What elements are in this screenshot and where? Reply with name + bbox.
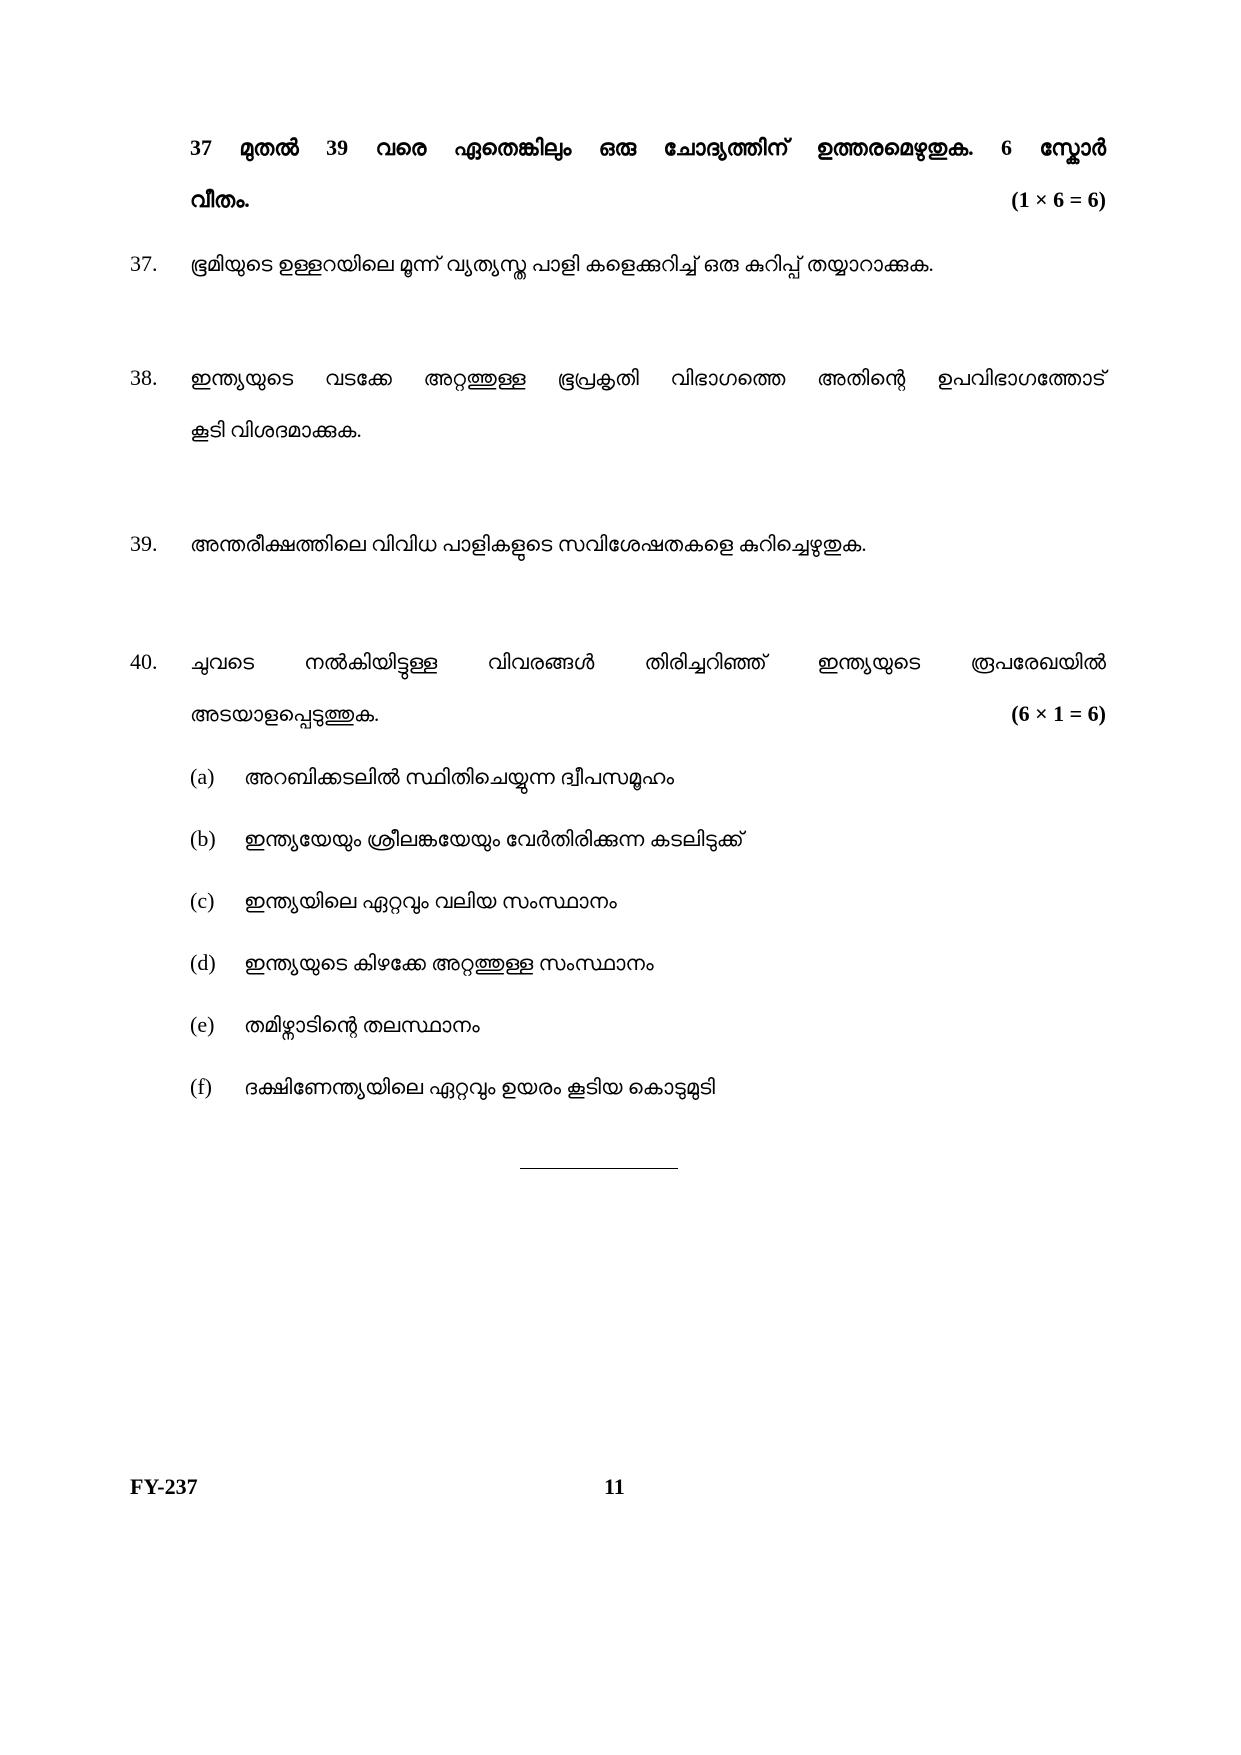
option-text: തമിഴ്നാടിന്റെ തലസ്ഥാനം: [244, 1013, 480, 1037]
end-divider: [520, 1168, 678, 1169]
instruction-line-2-row: [190, 174, 1106, 226]
question-37: [130, 238, 1106, 290]
option-label: (a): [190, 764, 215, 789]
instruction-line-2: വീതം.: [190, 187, 250, 212]
option-text: ഇന്ത്യയിലെ ഏറ്റവും വലിയ സംസ്ഥാനം: [244, 889, 617, 913]
option-text: അറബിക്കടലിൽ സ്ഥിതിചെയ്യുന്ന ദ്വീപസമൂഹം: [244, 765, 675, 789]
question-40: [130, 636, 1106, 740]
option-c: [190, 881, 890, 921]
question-number: 37.: [130, 251, 158, 276]
question-38: [130, 352, 1106, 456]
option-text: ഇന്ത്യയുടെ കിഴക്കേ അറ്റത്തുള്ള സംസ്ഥാനം: [244, 951, 654, 975]
question-marks: (6 × 1 = 6): [1011, 701, 1106, 726]
instruction-line-1: 37 മുതൽ 39 വരെ ഏതെങ്കിലും ഒരു ചോദ്യത്തിന് ഉത്തരമെഴുതുക. 6 സ്കോർ: [190, 135, 1106, 160]
question-text-line-2: കൂടി വിശദമാക്കുക.: [190, 418, 362, 442]
option-label: (d): [190, 950, 216, 975]
question-text: ഭൂമിയുടെ ഉള്ളറയിലെ മൂന്ന് വ്യത്യസ്ത പാളി കളെക്കുറിച്ച് ഒരു കുറിപ്പ് തയ്യാറാക്കുക.: [190, 252, 934, 276]
option-d: [190, 943, 890, 983]
option-text: ഇന്ത്യയേയും ശ്രീലങ്കയേയും വേർതിരിക്കുന്ന കടലിടുക്ക്: [244, 827, 744, 851]
question-text-line-1: ചുവടെ നൽകിയിട്ടുള്ള വിവരങ്ങൾ തിരിച്ചറിഞ്ഞ് ഇന്ത്യയുടെ രൂപരേഖയിൽ: [190, 650, 1106, 674]
option-b: [190, 819, 890, 859]
option-a: [190, 757, 890, 797]
option-f: [190, 1067, 890, 1107]
option-label: (b): [190, 826, 216, 851]
question-text-line-2-row: [190, 688, 1106, 740]
question-number: 38.: [130, 365, 158, 390]
question-text-line-2: അടയാളപ്പെടുത്തുക.: [190, 702, 380, 726]
question-text-line-1: ഇന്ത്യയുടെ വടക്കേ അറ്റത്തുള്ള ഭൂപ്രകൃതി വിഭാഗത്തെ അതിന്റെ ഉപവിഭാഗത്തോട്: [190, 366, 1106, 390]
page-number: 11: [604, 1474, 625, 1499]
option-label: (c): [190, 888, 215, 913]
option-e: [190, 1005, 890, 1045]
question-text: അന്തരീക്ഷത്തിലെ വിവിധ പാളികളുടെ സവിശേഷതകളെ കുറിച്ചെഴുതുക.: [190, 532, 867, 556]
option-label: (f): [190, 1074, 212, 1099]
question-39: [130, 518, 1106, 570]
section-instruction: [190, 122, 1106, 226]
option-label: (e): [190, 1012, 215, 1037]
question-number: 40.: [130, 649, 158, 674]
instruction-marks: (1 × 6 = 6): [1011, 187, 1106, 212]
question-paper-code: FY-237: [130, 1474, 198, 1499]
question-number: 39.: [130, 531, 158, 556]
option-text: ദക്ഷിണേന്ത്യയിലെ ഏറ്റവും ഉയരം കൂടിയ കൊടുമുടി: [244, 1075, 715, 1099]
